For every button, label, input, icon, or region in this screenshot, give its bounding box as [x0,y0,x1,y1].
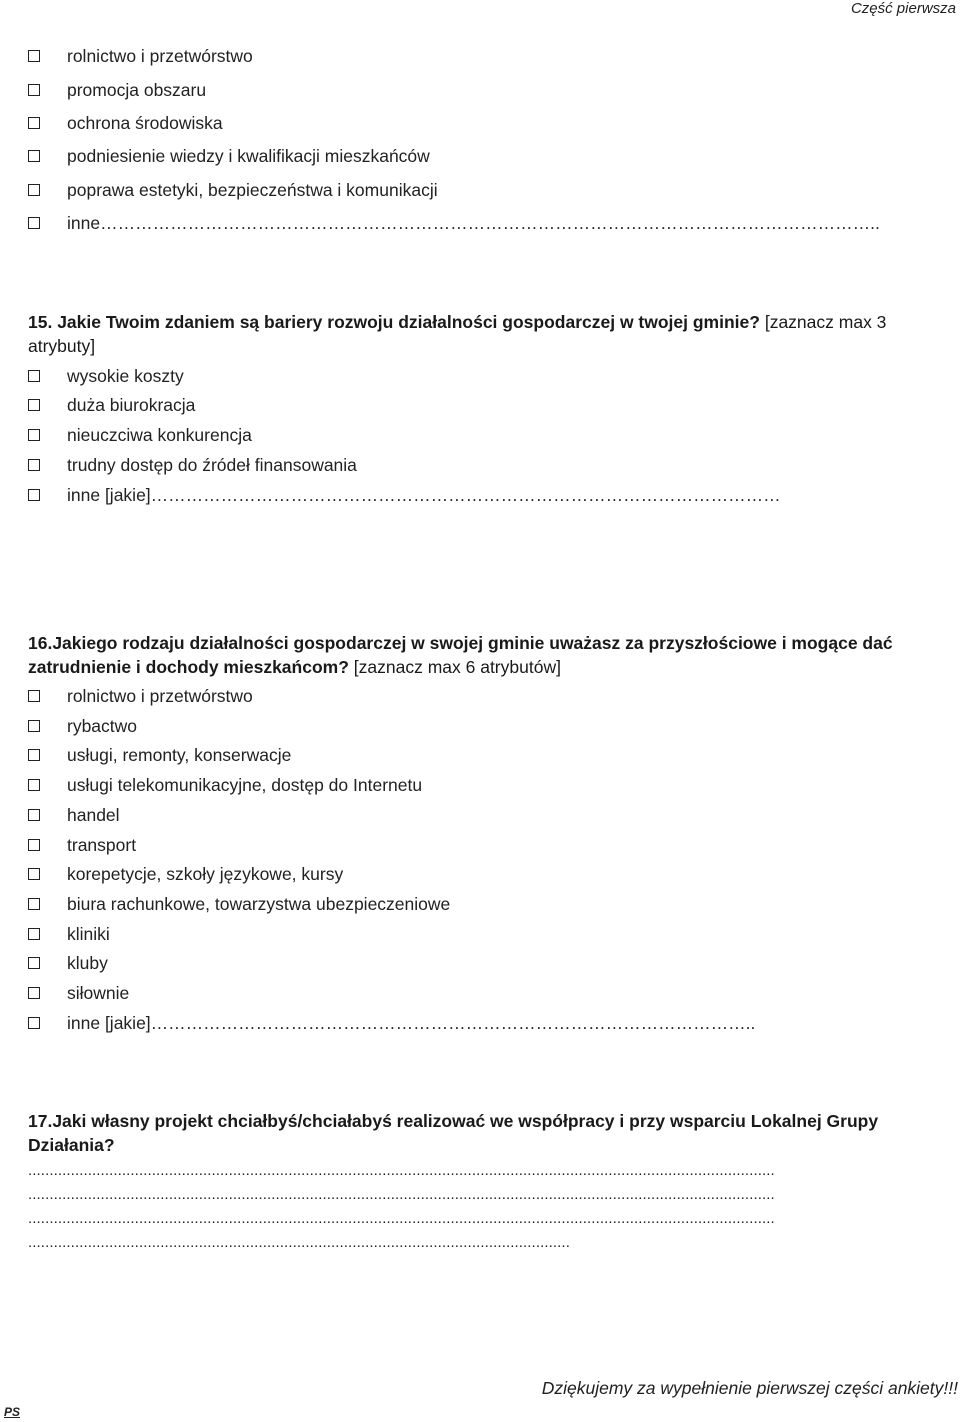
question-title: 16.Jakiego rodzaju działalności gospodarczej w swojej gminie uważasz za przyszłościowe i mogące dać zatrudnienie i dochody mieszkańcom? [28,633,893,677]
checkbox[interactable] [28,928,40,940]
option-label: podniesienie wiedzy i kwalifikacji mieszkańców [67,145,430,166]
checkbox[interactable] [28,898,40,910]
answer-line[interactable]: ............................................................................................................................................................................... [28,1186,775,1203]
option-item[interactable] [28,922,110,946]
thank-you-note: Dziękujemy za wypełnienie pierwszej części ankiety!!! [541,1378,958,1398]
option-label: duża biurokracja [67,394,196,415]
checkbox[interactable] [28,50,40,62]
checkbox[interactable] [28,399,40,411]
option-item[interactable] [28,684,253,708]
option-label: inne [jakie]……………………………………………………………………………………………… [67,484,781,505]
checkbox[interactable] [28,1017,40,1029]
checkbox[interactable] [28,489,40,501]
checkbox[interactable] [28,690,40,702]
option-item[interactable] [28,773,422,797]
checkbox[interactable] [28,150,40,162]
option-label: handel [67,804,120,825]
option-label: biura rachunkowe, towarzystwa ubezpieczeniowe [67,893,451,914]
option-item[interactable] [28,144,430,168]
option-item[interactable] [28,743,291,767]
option-label: siłownie [67,982,130,1003]
option-item[interactable] [28,483,781,507]
option-label: rolnictwo i przetwórstwo [67,45,253,66]
question-17 [28,1109,928,1157]
checkbox[interactable] [28,720,40,732]
option-label: rybactwo [67,715,138,736]
option-label: usługi telekomunikacyjne, dostęp do Internetu [67,774,423,795]
checkbox[interactable] [28,987,40,999]
option-label: promocja obszaru [67,79,207,100]
question-note: [zaznacz max 3 atrybuty] [28,312,887,356]
option-item[interactable] [28,892,450,916]
checkbox[interactable] [28,459,40,471]
option-label: transport [67,834,137,855]
option-item[interactable] [28,78,206,102]
option-label: inne…………………………………………………………………………………………………………………….. [67,212,880,233]
option-item[interactable] [28,981,129,1005]
checkbox[interactable] [28,84,40,96]
checkbox[interactable] [28,184,40,196]
question-15 [28,310,928,358]
option-label: kliniki [67,923,110,944]
option-item[interactable] [28,393,195,417]
question-16 [28,631,928,679]
option-item[interactable] [28,44,253,68]
option-label: inne [jakie]………………………………………………………………………………………….. [67,1012,756,1033]
checkbox[interactable] [28,749,40,761]
option-label: rolnictwo i przetwórstwo [67,685,253,706]
option-item[interactable] [28,862,343,886]
checkbox[interactable] [28,868,40,880]
section-label: Część pierwsza [850,0,956,17]
option-item[interactable] [28,833,136,857]
option-label: ochrona środowiska [67,112,223,133]
option-item[interactable] [28,1011,755,1035]
footer-initials: PS [4,1405,21,1419]
option-label: poprawa estetyki, bezpieczeństwa i komunikacji [67,179,438,200]
option-item[interactable] [28,364,184,388]
option-label: usługi, remonty, konserwacje [67,744,292,765]
checkbox[interactable] [28,957,40,969]
option-item[interactable] [28,423,252,447]
checkbox[interactable] [28,809,40,821]
checkbox[interactable] [28,117,40,129]
option-label: kluby [67,952,108,973]
answer-line[interactable]: ............................................................................................................................................................................... [28,1210,775,1227]
checkbox[interactable] [28,217,40,229]
question-title: 17.Jaki własny projekt chciałbyś/chciałabyś realizować we współpracy i przy wsparciu Lokalnej Grupy Działania? [28,1111,879,1155]
question-note: [zaznacz max 6 atrybutów] [348,657,561,677]
checkbox[interactable] [28,839,40,851]
option-item[interactable] [28,211,880,235]
checkbox[interactable] [28,779,40,791]
checkbox[interactable] [28,370,40,382]
option-label: wysokie koszty [67,365,184,386]
answer-line[interactable]: ............................................................................................................................................................................... [28,1162,775,1179]
question-title: 15. Jakie Twoim zdaniem są bariery rozwoju działalności gospodarczej w twojej gminie? [28,312,760,332]
option-item[interactable] [28,178,438,202]
option-item[interactable] [28,453,357,477]
option-item[interactable] [28,951,108,975]
option-label: trudny dostęp do źródeł finansowania [67,454,357,475]
option-label: nieuczciwa konkurencja [67,424,252,445]
option-item[interactable] [28,714,137,738]
option-label: korepetycje, szkoły językowe, kursy [67,863,344,884]
option-item[interactable] [28,803,120,827]
answer-line[interactable]: ............................................................................................................................... [28,1234,570,1251]
checkbox[interactable] [28,429,40,441]
option-item[interactable] [28,111,223,135]
